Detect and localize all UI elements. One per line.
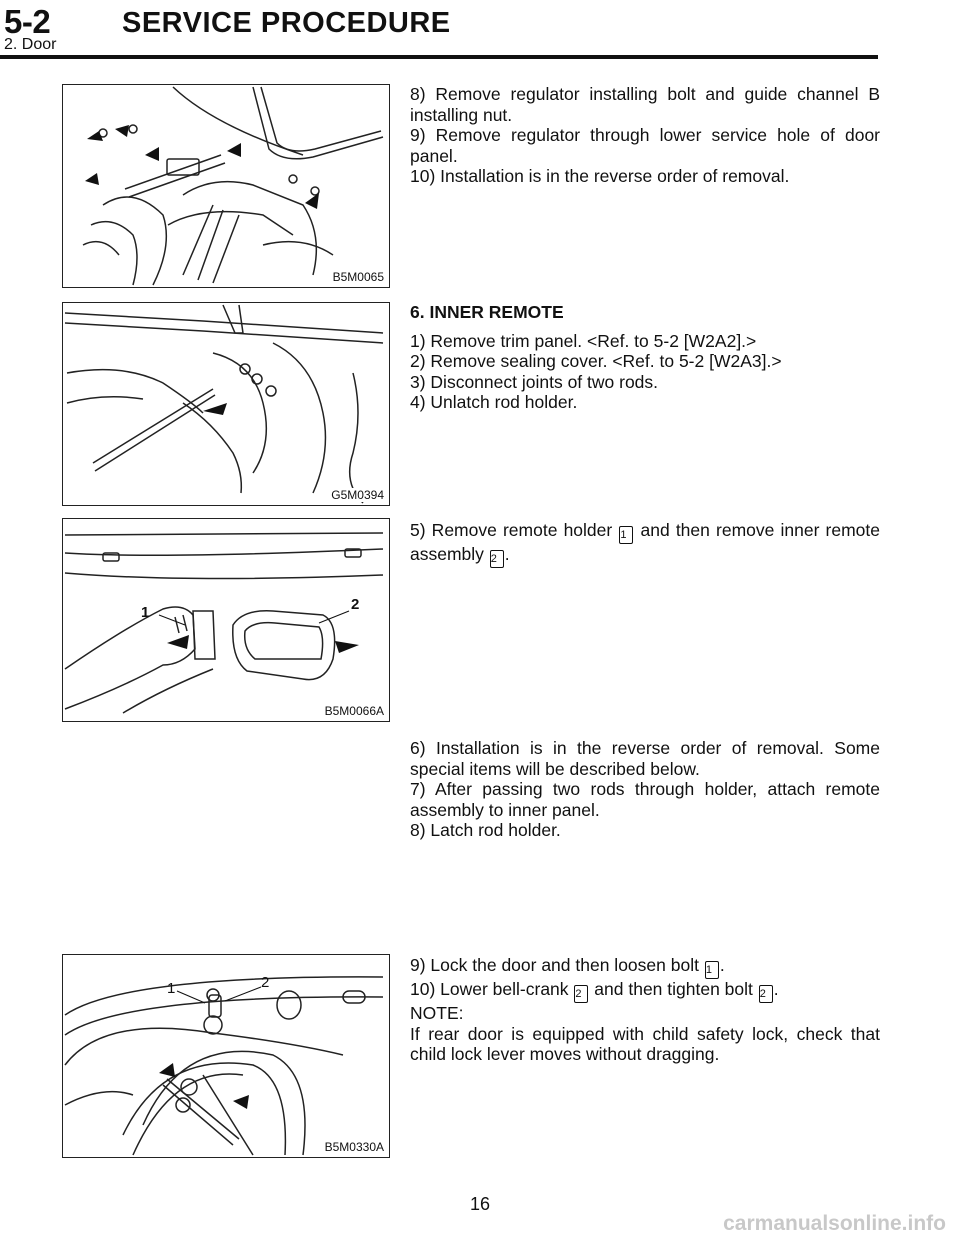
step-5: 5) Remove remote holder 1 and then remove inner remote assembly 2 . — [410, 520, 880, 568]
step-10: 10) Lower bell-crank 2 and then tighten bolt 2 . — [410, 979, 880, 1003]
step-9: 9) Remove regulator through lower service hole of door panel. — [410, 125, 880, 166]
callout-ref-1: 1 — [705, 961, 719, 979]
step-9: 9) Lock the door and then loosen bolt 1 . — [410, 955, 880, 979]
remote-holder-illustration — [63, 519, 389, 721]
section-number: 5-2 — [4, 3, 51, 40]
callout-2: 2 — [351, 596, 360, 613]
step-10: 10) Installation is in the reverse order of removal. — [410, 166, 790, 186]
text-block-bell-crank — [410, 955, 880, 1065]
bell-crank-illustration — [63, 955, 389, 1157]
page-header — [0, 0, 960, 60]
callout-1: 1 — [141, 604, 150, 621]
text-block-remote-holder — [410, 520, 880, 568]
page-number: 16 — [469, 1194, 491, 1214]
step-8: 8) Latch rod holder. — [410, 820, 561, 840]
callout-2: 2 — [261, 974, 270, 991]
callout-1: 1 — [167, 980, 176, 997]
text-block-installation — [410, 738, 880, 841]
figure-inner-remote-rods — [62, 302, 390, 506]
figure-code: G5M0394 — [331, 488, 384, 502]
figure-code: B5M0065 — [332, 270, 384, 284]
section-title: SERVICE PROCEDURE — [122, 7, 451, 39]
section-heading: 6. INNER REMOTE — [410, 302, 564, 322]
regulator-illustration — [63, 85, 389, 287]
note-label: NOTE: — [410, 1003, 464, 1023]
step-8: 8) Remove regulator installing bolt and guide channel B installing nut. — [410, 84, 880, 125]
figure-regulator-bolts — [62, 84, 390, 288]
step-6: 6) Installation is in the reverse order of removal. Some special items will be described below. — [410, 738, 880, 779]
text-block-regulator — [410, 84, 880, 187]
callout-ref-2: 2 — [574, 985, 588, 1003]
step-2: 2) Remove sealing cover. <Ref. to 5-2 [W2A3].> — [410, 351, 782, 371]
step-1: 1) Remove trim panel. <Ref. to 5-2 [W2A2].> — [410, 330, 757, 351]
step-3: 3) Disconnect joints of two rods. — [410, 371, 659, 392]
step-7: 7) After passing two rods through holder, attach remote assembly to inner panel. — [410, 779, 880, 820]
note-text: If rear door is equipped with child safety lock, check that child lock lever moves without dragging. — [410, 1023, 880, 1064]
figure-remote-holder — [62, 518, 390, 722]
callout-ref-2: 2 — [759, 985, 773, 1003]
step-4: 4) Unlatch rod holder. — [410, 392, 578, 412]
callout-ref-2: 2 — [490, 550, 504, 568]
header-rule — [0, 55, 878, 59]
rods-illustration — [63, 303, 389, 505]
callout-ref-1: 1 — [619, 526, 633, 544]
subsection-title: 2. Door — [4, 36, 57, 53]
text-block-inner-remote — [410, 302, 880, 413]
figure-code: B5M0066A — [324, 704, 384, 718]
figure-bell-crank — [62, 954, 390, 1158]
figure-code: B5M0330A — [324, 1140, 384, 1154]
watermark: carmanualsonline.info — [723, 1212, 946, 1235]
